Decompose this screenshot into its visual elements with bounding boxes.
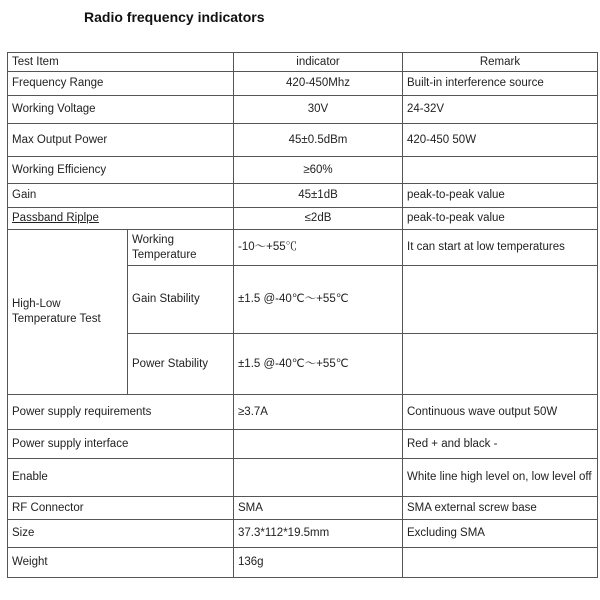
cell-remark: It can start at low temperatures xyxy=(403,230,598,266)
table-row xyxy=(8,430,598,459)
cell-indicator: ±1.5 @-40℃～+55℃ xyxy=(234,266,403,334)
cell-remark xyxy=(403,157,598,184)
table-row xyxy=(8,459,598,497)
cell-item: Working Voltage xyxy=(8,96,234,124)
table-row xyxy=(8,395,598,430)
table-row xyxy=(8,96,598,124)
cell-subitem: Power Stability xyxy=(128,334,234,395)
cell-remark: Built-in interference source xyxy=(403,72,598,96)
cell-remark: SMA external screw base xyxy=(403,497,598,520)
cell-indicator: 45±0.5dBm xyxy=(234,124,403,157)
spec-table xyxy=(7,52,598,578)
cell-indicator: 136g xyxy=(234,548,403,578)
cell-remark: Red + and black - xyxy=(403,430,598,459)
cell-remark: peak-to-peak value xyxy=(403,184,598,208)
cell-item: Passband Riplpe xyxy=(8,208,234,230)
header-remark: Remark xyxy=(403,53,598,72)
cell-indicator: ≥3.7A xyxy=(234,395,403,430)
table-row xyxy=(8,208,598,230)
cell-item: Enable xyxy=(8,459,234,497)
cell-subitem: Working Temperature xyxy=(128,230,234,266)
cell-indicator xyxy=(234,430,403,459)
table-row xyxy=(8,184,598,208)
cell-remark: 420-450 50W xyxy=(403,124,598,157)
cell-indicator: 30V xyxy=(234,96,403,124)
cell-indicator: ≤2dB xyxy=(234,208,403,230)
cell-remark: Excluding SMA xyxy=(403,520,598,548)
cell-remark: peak-to-peak value xyxy=(403,208,598,230)
cell-item: Power supply interface xyxy=(8,430,234,459)
cell-remark xyxy=(403,266,598,334)
cell-remark: White line high level on, low level off xyxy=(403,459,598,497)
cell-subitem: Gain Stability xyxy=(128,266,234,334)
cell-indicator: 45±1dB xyxy=(234,184,403,208)
cell-item: RF Connector xyxy=(8,497,234,520)
cell-indicator: 420-450Mhz xyxy=(234,72,403,96)
cell-item: Gain xyxy=(8,184,234,208)
header-indicator: indicator xyxy=(234,53,403,72)
table-row xyxy=(8,72,598,96)
cell-indicator: 37.3*112*19.5mm xyxy=(234,520,403,548)
cell-item: Working Efficiency xyxy=(8,157,234,184)
cell-item: Max Output Power xyxy=(8,124,234,157)
cell-indicator: SMA xyxy=(234,497,403,520)
cell-item: Weight xyxy=(8,548,234,578)
page-title: Radio frequency indicators xyxy=(84,9,265,25)
table-row xyxy=(8,520,598,548)
table-row xyxy=(8,124,598,157)
cell-indicator: ≥60% xyxy=(234,157,403,184)
cell-item: Size xyxy=(8,520,234,548)
table-row xyxy=(8,497,598,520)
cell-indicator: -10～+55℃ xyxy=(234,230,403,266)
cell-remark xyxy=(403,334,598,395)
cell-item-high-low: High-Low Temperature Test xyxy=(8,230,128,395)
cell-item: Power supply requirements xyxy=(8,395,234,430)
cell-remark xyxy=(403,548,598,578)
table-row xyxy=(8,548,598,578)
table-header-row xyxy=(8,53,598,72)
cell-remark: Continuous wave output 50W xyxy=(403,395,598,430)
cell-indicator xyxy=(234,459,403,497)
table-row xyxy=(8,157,598,184)
cell-remark: 24-32V xyxy=(403,96,598,124)
table-row xyxy=(8,230,598,266)
cell-item: Frequency Range xyxy=(8,72,234,96)
cell-indicator: ±1.5 @-40℃～+55℃ xyxy=(234,334,403,395)
header-test-item: Test Item xyxy=(8,53,234,72)
